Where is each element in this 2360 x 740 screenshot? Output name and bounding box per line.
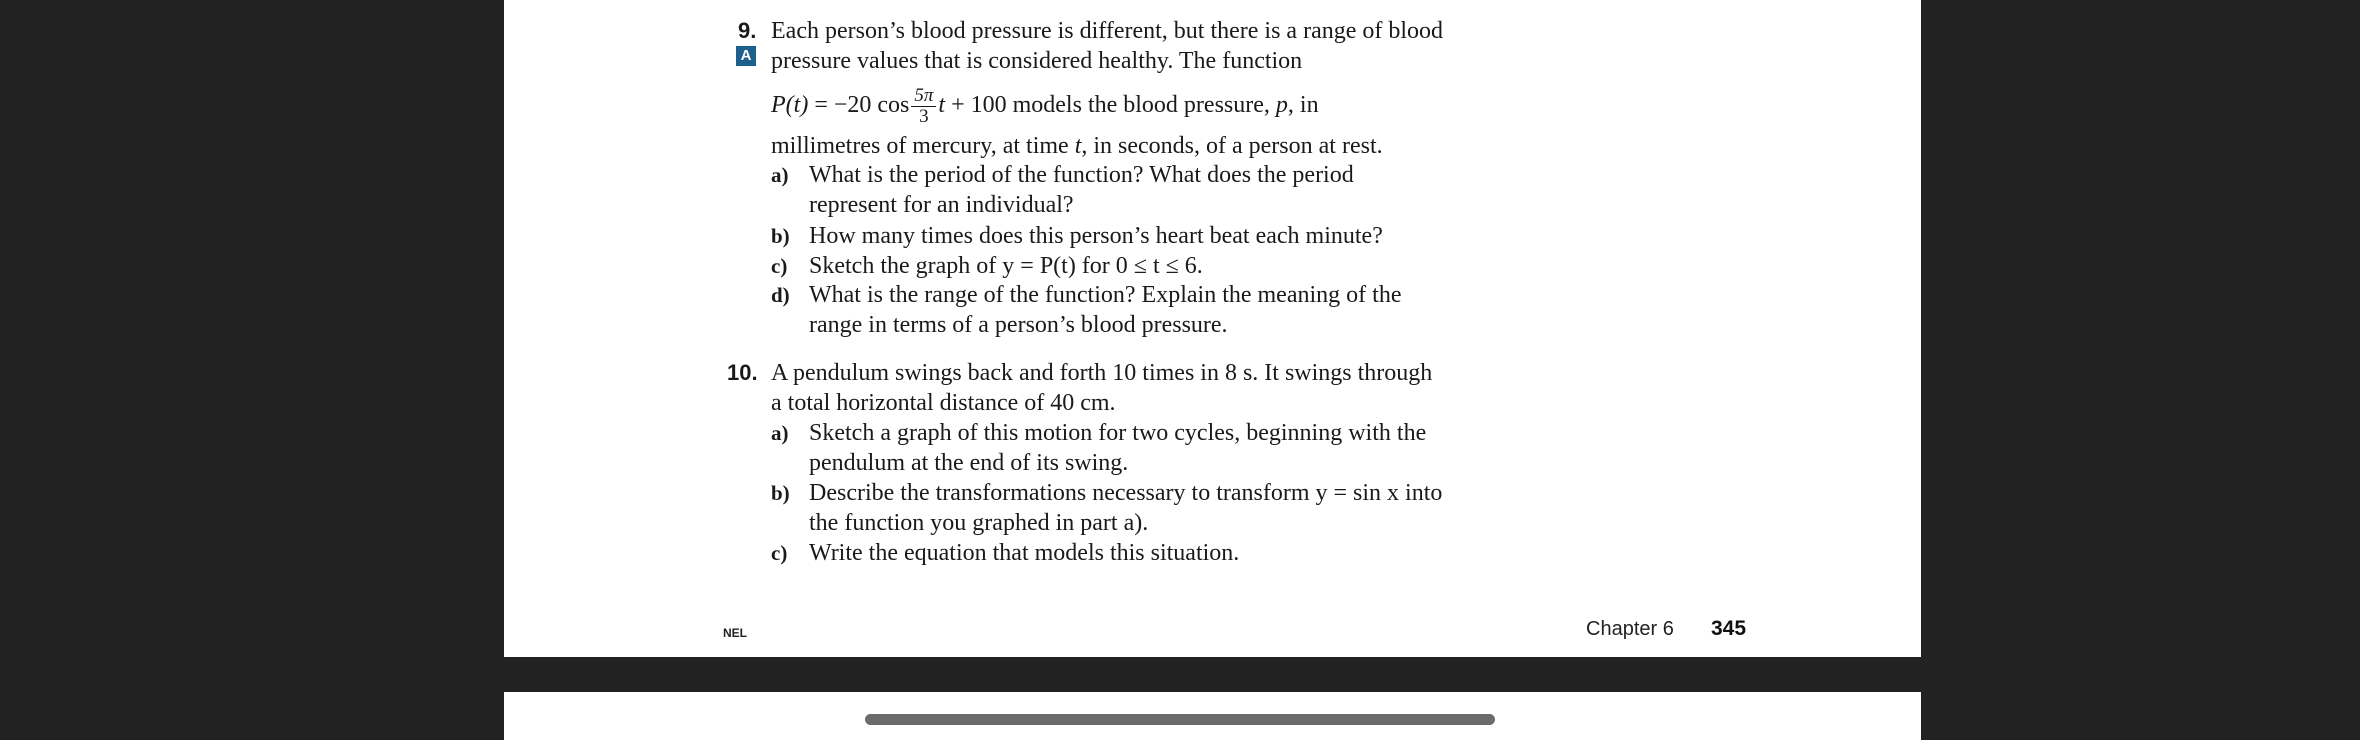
level-a-badge-icon: A xyxy=(736,46,756,66)
horizontal-scrollbar[interactable] xyxy=(865,714,1495,725)
problem-10-number: 10. xyxy=(727,360,758,385)
publisher-mark: NEL xyxy=(723,626,747,640)
part-b-line1: How many times does this person’s heart beat each minute? xyxy=(809,223,1383,249)
p10-part-a-line1: Sketch a graph of this motion for two cycles, beginning with the xyxy=(809,420,1427,446)
part-d-line1: What is the range of the function? Explain the meaning of the xyxy=(809,282,1402,308)
part-d-line2: range in terms of a person’s blood pressure. xyxy=(809,312,1228,338)
page-number: 345 xyxy=(1711,617,1747,640)
fraction-denominator: 3 xyxy=(919,105,929,127)
p10-part-a-label: a) xyxy=(771,421,789,445)
problem-9-text-line4 xyxy=(771,131,1383,161)
problem-10-text-line2: a total horizontal distance of 40 cm. xyxy=(771,390,1116,416)
formula-rest: + 100 models the blood pressure, xyxy=(951,92,1276,118)
problem-9-number: 9. xyxy=(738,18,757,43)
part-c-label: c) xyxy=(771,254,788,278)
problem-10-text-line1: A pendulum swings back and forth 10 times in 8 s. It swings through xyxy=(771,360,1433,386)
problem-9-text-line2: pressure values that is considered healthy. The function xyxy=(771,48,1303,74)
p10-part-c-line1: Write the equation that models this situation. xyxy=(809,540,1240,566)
p10-part-b-line1: Describe the transformations necessary to transform y = sin x into xyxy=(809,480,1443,506)
formula-lhs: P(t) xyxy=(771,92,809,118)
chapter-label: Chapter 6 xyxy=(1586,618,1674,640)
p10-part-a-line2: pendulum at the end of its swing. xyxy=(809,450,1129,476)
line4-t: t xyxy=(1074,133,1082,159)
formula-p: p xyxy=(1275,92,1288,118)
part-d-label: d) xyxy=(771,283,790,307)
part-a-line1: What is the period of the function? What does the period xyxy=(809,162,1354,188)
part-c-line1: Sketch the graph of y = P(t) for 0 ≤ t ≤ 6. xyxy=(809,253,1203,279)
fraction-numerator: 5π xyxy=(911,86,936,107)
problem-9-formula xyxy=(771,78,1319,132)
p10-part-c-label: c) xyxy=(771,541,788,565)
formula-fraction xyxy=(911,86,936,127)
formula-variable: t xyxy=(938,92,946,118)
part-b-label: b) xyxy=(771,224,790,248)
formula-tail: , in xyxy=(1287,92,1319,118)
p10-part-b-label: b) xyxy=(771,481,790,505)
problem-9-text-line1: Each person’s blood pressure is different, but there is a range of blood xyxy=(771,18,1444,44)
line4-part1: millimetres of mercury, at time xyxy=(771,133,1075,159)
p10-part-b-line2: the function you graphed in part a). xyxy=(809,510,1149,536)
line4-part2: , in seconds, of a person at rest. xyxy=(1081,133,1383,159)
formula-eq: = −20 cos xyxy=(814,92,910,118)
part-a-label: a) xyxy=(771,163,789,187)
part-a-line2: represent for an individual? xyxy=(809,192,1074,218)
